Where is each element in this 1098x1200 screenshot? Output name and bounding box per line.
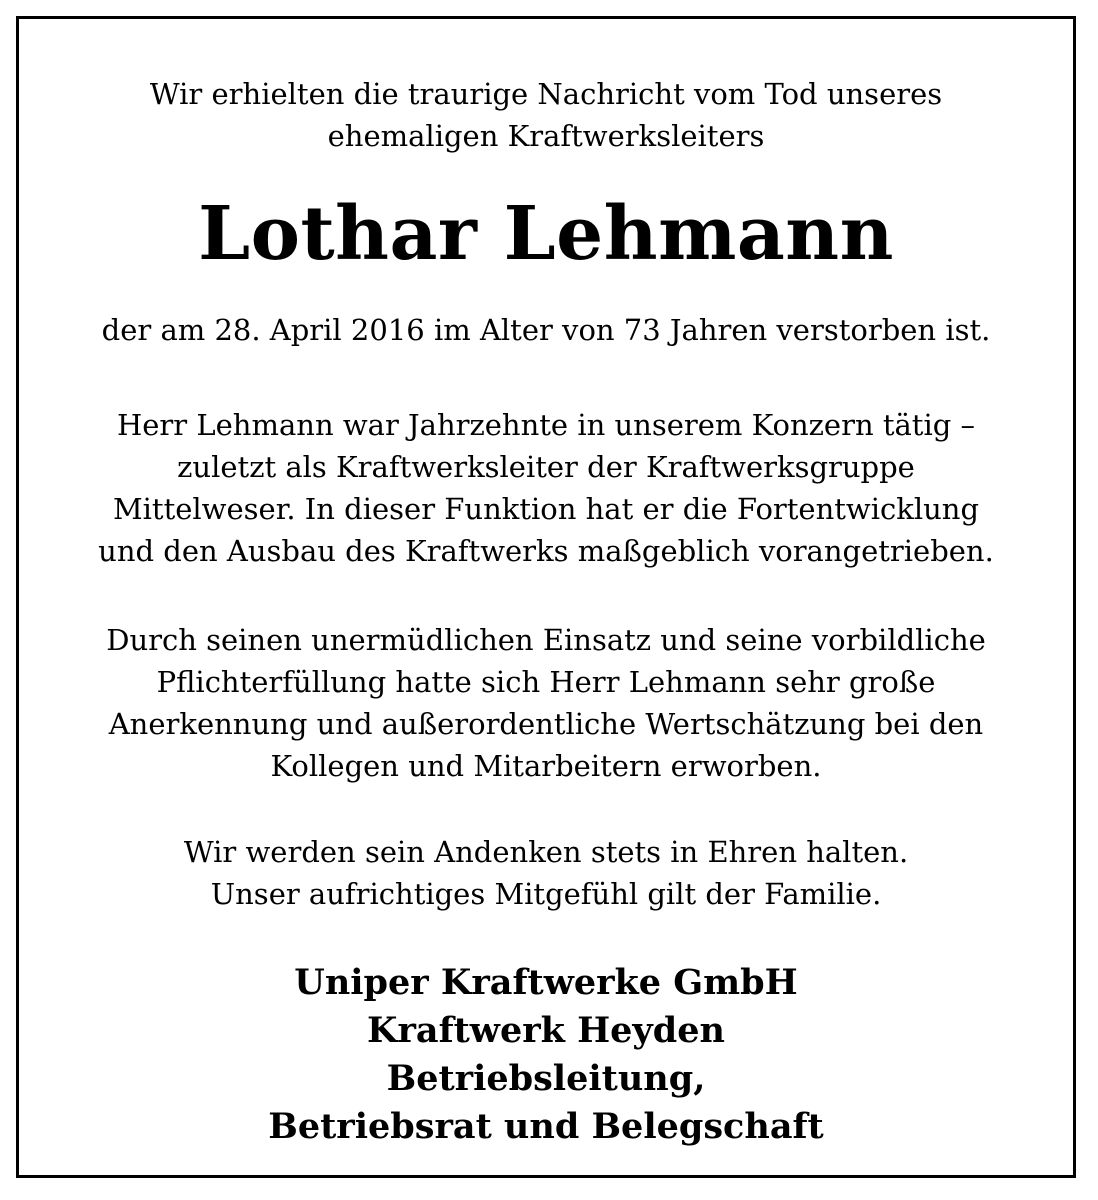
paragraph-line: Kollegen und Mitarbeitern erworben. [270,749,822,783]
signature-line: Uniper Kraftwerke GmbH [294,962,798,1003]
paragraph-line: Pflichterfüllung hatte sich Herr Lehmann sehr große [156,665,936,699]
paragraph-line: Durch seinen unermüdlichen Einsatz und seine vorbildliche [106,623,986,657]
paragraph-line: Unser aufrichtiges Mitgefühl gilt der Familie. [210,877,882,911]
signature-line: Kraftwerk Heyden [367,1010,725,1051]
intro-line: ehemaligen Kraftwerksleiters [327,119,765,153]
paragraph-line: zuletzt als Kraftwerksleiter der Kraftwerksgruppe [177,450,915,484]
career-paragraph [19,404,1073,572]
paragraph-line: und den Ausbau des Kraftwerks maßgeblich vorangetrieben. [98,534,994,568]
signature-line: Betriebsrat und Belegschaft [268,1106,824,1147]
paragraph-line: Mittelweser. In dieser Funktion hat er die Fortentwicklung [112,492,980,526]
paragraph-line: Herr Lehmann war Jahrzehnte in unserem Konzern tätig – [116,408,976,442]
paragraph-line: Wir werden sein Andenken stets in Ehren halten. [183,835,909,869]
appreciation-paragraph [19,619,1073,787]
intro-text [19,73,1073,157]
deceased-name: Lothar Lehmann [198,191,894,277]
signature-line: Betriebsleitung, [386,1058,706,1099]
signature-block [19,959,1073,1151]
obituary-notice [16,16,1076,1178]
condolence-paragraph [19,831,1073,915]
death-date-line: der am 28. April 2016 im Alter von 73 Jahren verstorben ist. [101,313,991,347]
intro-line: Wir erhielten die traurige Nachricht vom Tod unseres [149,77,943,111]
paragraph-line: Anerkennung und außerordentliche Wertschätzung bei den [108,707,984,741]
